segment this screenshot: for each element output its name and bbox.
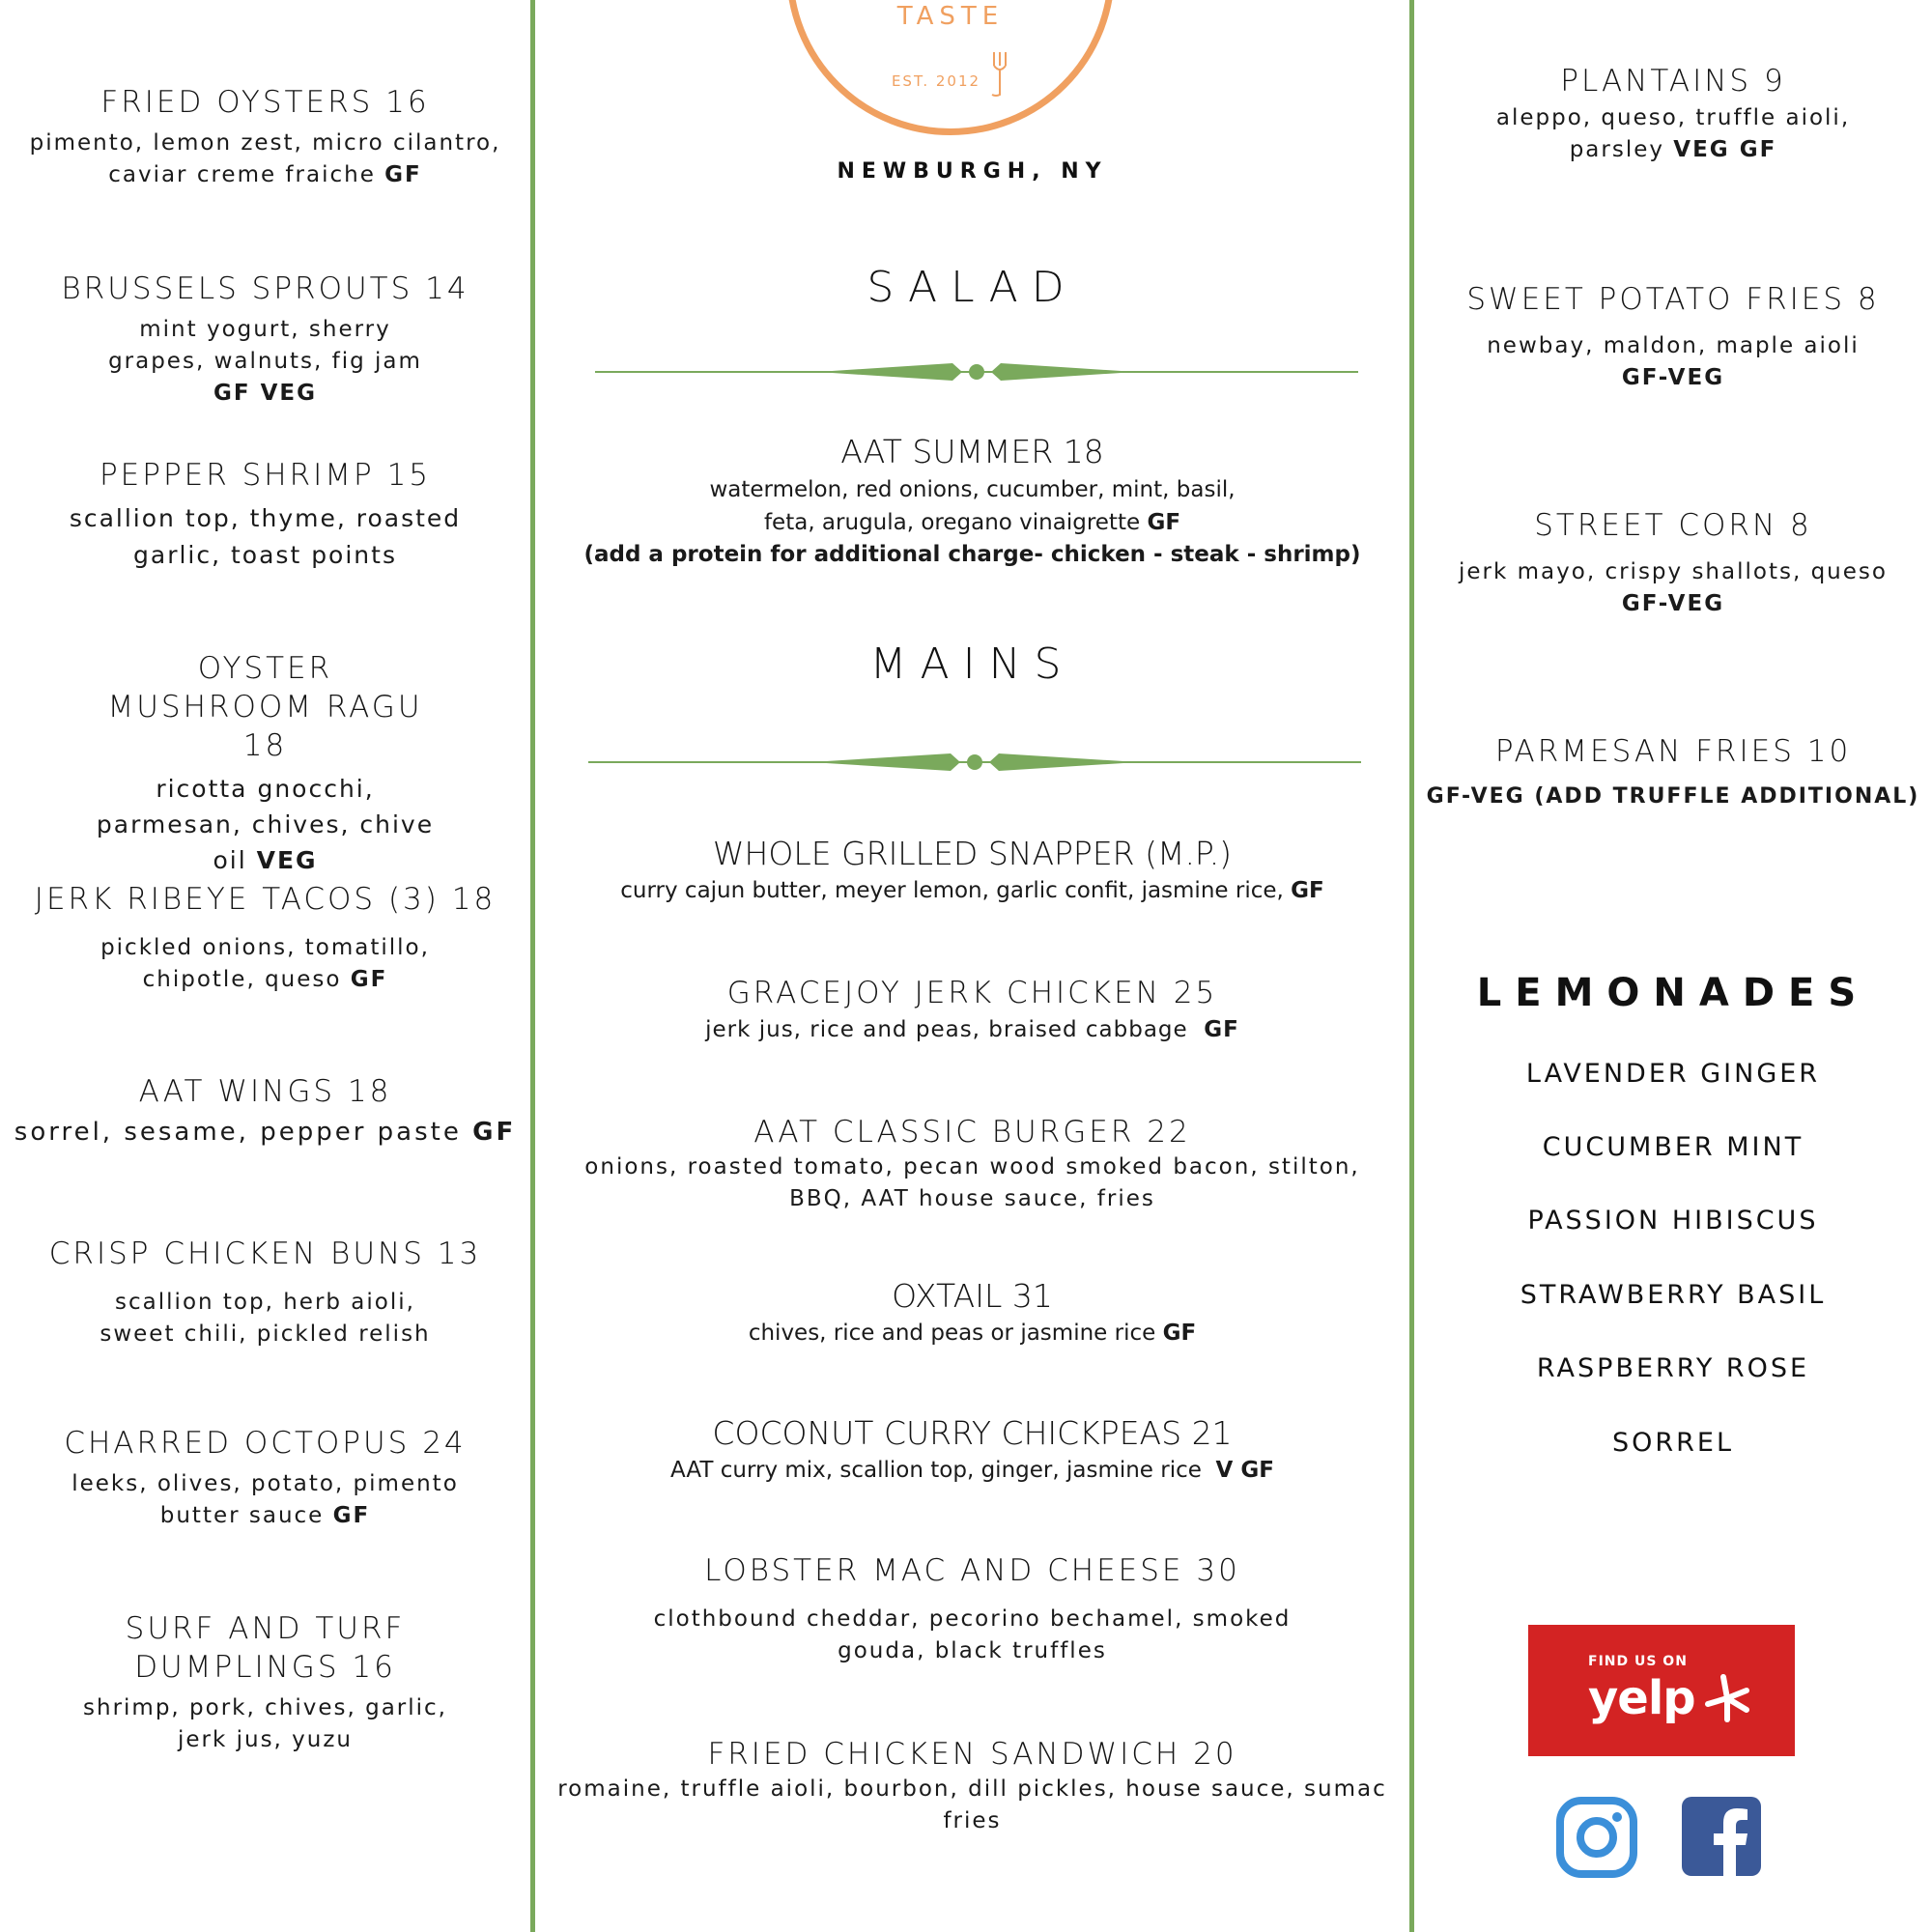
diet-tag: V GF bbox=[1215, 1458, 1274, 1483]
item-name: AAT WINGS 18 bbox=[138, 1074, 392, 1109]
item-name: PARMESAN FRIES 10 bbox=[1494, 734, 1852, 769]
menu-item bbox=[535, 1735, 1409, 1837]
lemonade-item: RASPBERRY ROSE bbox=[1536, 1353, 1810, 1383]
facebook-icon[interactable] bbox=[1682, 1797, 1761, 1876]
section-title-lemonades: LEMONADES bbox=[1476, 971, 1870, 1015]
item-desc: ricotta gnocchi, parmesan, chives, chive oil VEG bbox=[96, 775, 435, 874]
menu-item bbox=[0, 1072, 530, 1149]
item-desc: scallion top, herb aioli, sweet chili, pickled relish bbox=[99, 1290, 431, 1347]
item-desc: onions, roasted tomato, pecan wood smoked bacon, stilton, BBQ, AAT house sauce, fries bbox=[584, 1154, 1360, 1211]
item-desc: sorrel, sesame, pepper paste GF bbox=[14, 1118, 517, 1147]
restaurant-logo bbox=[786, 0, 1115, 135]
menu-item bbox=[0, 880, 530, 996]
menu-item bbox=[0, 270, 530, 410]
diet-tag: GF bbox=[1147, 510, 1181, 535]
instagram-icon[interactable] bbox=[1556, 1797, 1637, 1878]
item-desc: chives, rice and peas or jasmine rice GF bbox=[748, 1321, 1197, 1346]
menu-item bbox=[535, 433, 1409, 571]
item-name: FRIED CHICKEN SANDWICH 20 bbox=[707, 1737, 1237, 1772]
diet-tag: GF bbox=[384, 162, 422, 187]
section-title-salad: SALAD bbox=[867, 263, 1078, 312]
menu-item bbox=[535, 835, 1409, 907]
item-desc: newbay, maldon, maple aioli GF-VEG bbox=[1487, 333, 1860, 390]
item-desc: AAT curry mix, scallion top, ginger, jasmine rice V GF bbox=[670, 1458, 1274, 1483]
diet-tag: GF-VEG bbox=[1621, 365, 1725, 390]
item-name: OYSTER MUSHROOM RAGU 18 bbox=[107, 651, 423, 763]
item-desc: aleppo, queso, truffle aioli, parsley VEG GF bbox=[1495, 105, 1851, 162]
lemonade-item: SORREL bbox=[1611, 1428, 1734, 1458]
left-column bbox=[0, 0, 530, 1932]
item-desc: mint yogurt, sherry grapes, walnuts, fig jam GF VEG bbox=[108, 317, 422, 406]
item-name: BRUSSELS SPROUTS 14 bbox=[61, 271, 469, 306]
menu-item bbox=[0, 1235, 530, 1350]
item-desc: jerk jus, rice and peas, braised cabbage GF bbox=[705, 1017, 1239, 1042]
diet-tag: GF-VEG (ADD TRUFFLE ADDITIONAL) bbox=[1426, 784, 1920, 809]
yelp-find-text: FIND US ON bbox=[1588, 1654, 1688, 1669]
menu-item bbox=[1414, 506, 1932, 620]
menu-item bbox=[1414, 62, 1932, 166]
item-desc: curry cajun butter, meyer lemon, garlic confit, jasmine rice, GF bbox=[620, 878, 1324, 903]
item-name: LOBSTER MAC AND CHEESE 30 bbox=[704, 1553, 1240, 1588]
item-name: STREET CORN 8 bbox=[1534, 508, 1812, 543]
menu-item bbox=[0, 83, 530, 191]
section-title-mains: MAINS bbox=[869, 639, 1075, 689]
item-name: CRISP CHICKEN BUNS 13 bbox=[48, 1236, 482, 1271]
item-name: FRIED OYSTERS 16 bbox=[100, 85, 430, 120]
diet-tag: VEG GF bbox=[1673, 137, 1777, 162]
diet-tag: GF bbox=[1204, 1017, 1239, 1042]
diet-tag: GF bbox=[350, 967, 388, 992]
diet-tag: GF-VEG bbox=[1621, 591, 1725, 616]
item-desc: pimento, lemon zest, micro cilantro, caviar creme fraiche GF bbox=[29, 130, 501, 187]
logo-est-text: EST. 2012 bbox=[891, 72, 981, 90]
item-desc: leeks, olives, potato, pimento butter sauce GF bbox=[71, 1471, 459, 1528]
item-desc: shrimp, pork, chives, garlic, jerk jus, yuzu bbox=[83, 1695, 447, 1752]
lemonade-item: STRAWBERRY BASIL bbox=[1520, 1280, 1827, 1310]
item-name: PLANTAINS 9 bbox=[1560, 64, 1786, 99]
diet-tag: GF bbox=[472, 1118, 517, 1147]
menu-item bbox=[535, 1414, 1409, 1487]
menu-item bbox=[0, 1609, 530, 1756]
item-desc: watermelon, red onions, cucumber, mint, basil, feta, arugula, oregano vinaigrette GF bbox=[709, 477, 1236, 535]
item-name: AAT CLASSIC BURGER 22 bbox=[753, 1115, 1191, 1150]
center-column bbox=[535, 0, 1409, 1932]
menu-item bbox=[0, 1424, 530, 1532]
menu-item bbox=[535, 1113, 1409, 1215]
ornament-divider bbox=[595, 357, 1358, 386]
protein-note: (add a protein for additional charge- chicken - steak - shrimp) bbox=[583, 542, 1361, 567]
yelp-burst-icon bbox=[1700, 1671, 1754, 1725]
item-desc: clothbound cheddar, pecorino bechamel, smoked gouda, black truffles bbox=[653, 1606, 1292, 1663]
diet-tag: GF VEG bbox=[213, 381, 317, 406]
fork-icon bbox=[986, 50, 1015, 99]
item-name: GRACEJOY JERK CHICKEN 25 bbox=[726, 976, 1218, 1010]
item-name: PEPPER SHRIMP 15 bbox=[99, 458, 432, 493]
location-text: NEWBURGH, NY bbox=[837, 159, 1108, 184]
item-name: AAT SUMMER 18 bbox=[840, 433, 1104, 470]
menu-item bbox=[1414, 732, 1932, 812]
ornament-divider bbox=[588, 748, 1361, 777]
menu-item bbox=[1414, 280, 1932, 394]
diet-tag: VEG bbox=[256, 846, 318, 874]
item-name: COCONUT CURRY CHICKPEAS 21 bbox=[712, 1414, 1233, 1452]
menu-item bbox=[0, 456, 530, 574]
diet-tag: GF bbox=[332, 1503, 371, 1528]
item-desc: pickled onions, tomatillo, chipotle, queso GF bbox=[100, 935, 430, 992]
menu-item bbox=[535, 1551, 1409, 1667]
item-desc: jerk mayo, crispy shallots, queso GF-VEG bbox=[1459, 559, 1888, 616]
right-column bbox=[1414, 0, 1932, 1932]
yelp-badge[interactable] bbox=[1528, 1625, 1795, 1756]
item-name: JERK RIBEYE TACOS (3) 18 bbox=[34, 882, 497, 917]
item-name: OXTAIL 31 bbox=[892, 1277, 1053, 1315]
lemonade-item: PASSION HIBISCUS bbox=[1527, 1206, 1819, 1236]
logo-taste-text: TASTE bbox=[896, 2, 1005, 31]
diet-tag: GF bbox=[1162, 1321, 1197, 1346]
item-name: WHOLE GRILLED SNAPPER (M.P.) bbox=[712, 835, 1233, 872]
diet-tag: GF bbox=[1291, 878, 1324, 903]
yelp-wordmark: yelp bbox=[1588, 1671, 1695, 1725]
lemonade-item: LAVENDER GINGER bbox=[1525, 1059, 1821, 1089]
item-name: SWEET POTATO FRIES 8 bbox=[1466, 282, 1880, 317]
menu-item bbox=[0, 649, 530, 878]
item-desc: romaine, truffle aioli, bourbon, dill pickles, house sauce, sumac fries bbox=[557, 1776, 1387, 1833]
menu-item bbox=[535, 974, 1409, 1046]
item-name: SURF AND TURF DUMPLINGS 16 bbox=[125, 1611, 406, 1685]
menu-item bbox=[535, 1277, 1409, 1350]
lemonade-item: CUCUMBER MINT bbox=[1542, 1132, 1804, 1162]
item-desc: scallion top, thyme, roasted garlic, toast points bbox=[69, 504, 462, 569]
item-name: CHARRED OCTOPUS 24 bbox=[64, 1426, 467, 1461]
